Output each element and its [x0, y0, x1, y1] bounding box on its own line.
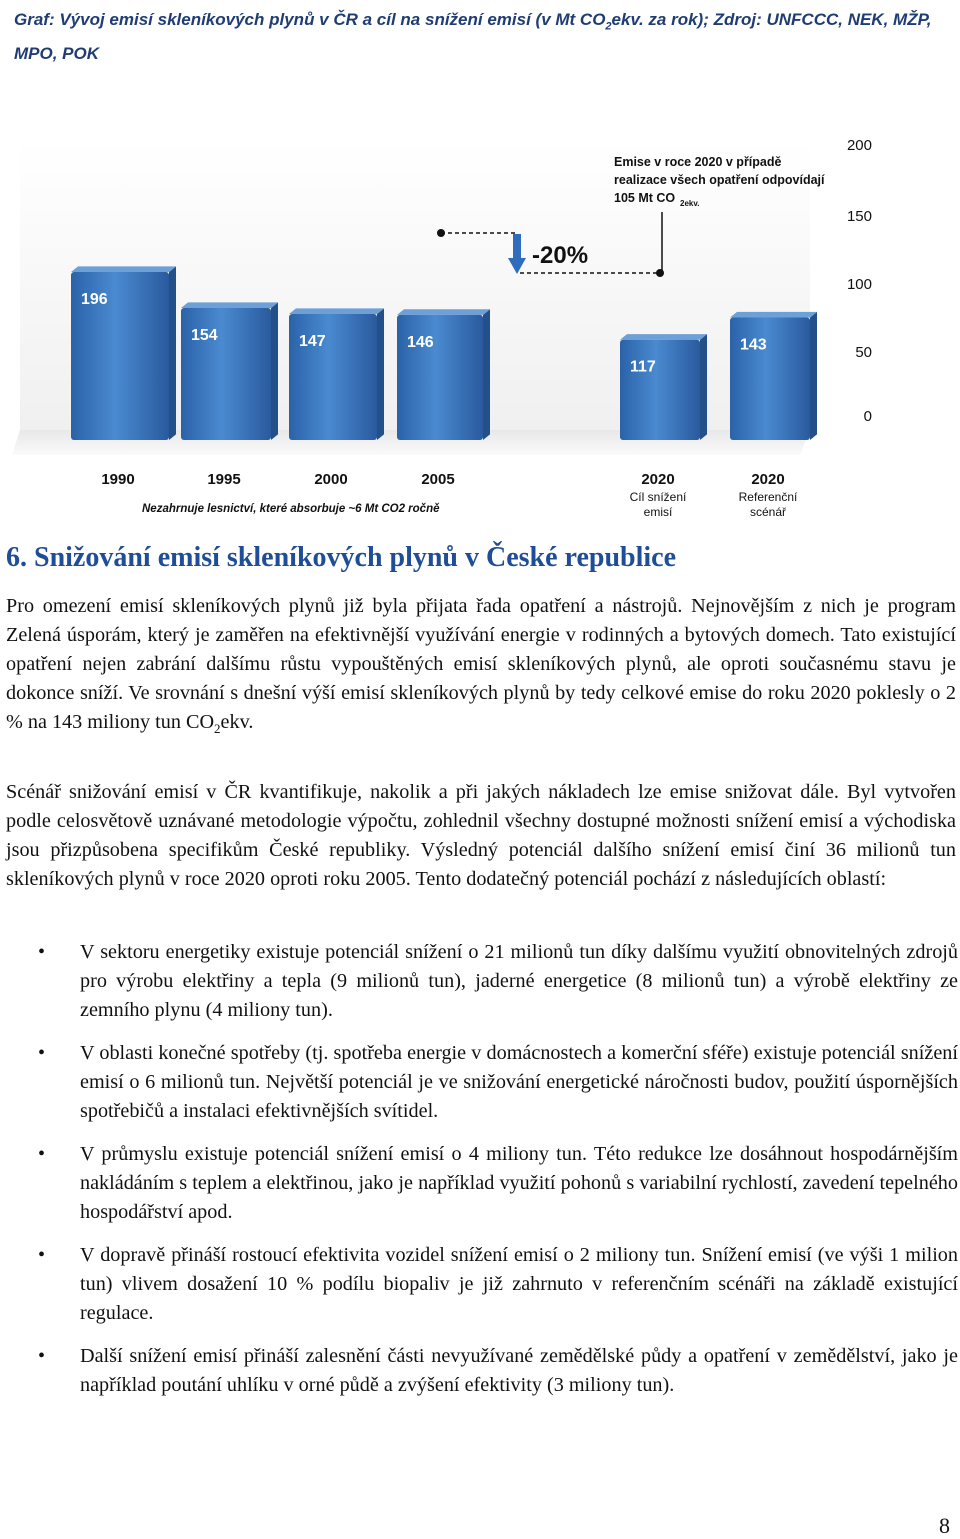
bar	[620, 340, 700, 440]
x-sublabel: Referenční	[738, 490, 798, 504]
y-tick-label: 100	[846, 276, 872, 293]
paragraph-2: Scénář snižování emisí v ČR kvantifikuje, nakolik a při jakých nákladech lze emise snižovat dále. Byl vytvořen podle celosvětově uznávané metodologie výpočtu, zohlednil všechny dostupné možnosti snížení emisí a východiska jsou přizpůsobena specifikům České republiky. Výsledný potenciál dalšího snížení emisí činí 36 milionů tun skleníkových plynů v roce 2020 oproti roku 2005. Tento dodatečný potenciál pochází z následujících oblastí:	[6, 781, 956, 890]
reduction-end-dot	[656, 269, 664, 277]
bar-top	[397, 309, 490, 315]
bar-side	[377, 308, 384, 440]
bar-value-label: 143	[740, 336, 767, 354]
bullet-icon: •	[38, 1042, 46, 1064]
bullet-icon: •	[38, 1244, 46, 1266]
section-heading: 6. Snižování emisí skleníkových plynů v České republice	[6, 542, 677, 573]
page-number: 8	[939, 1513, 950, 1538]
reduction-arrow-icon	[513, 234, 521, 260]
y-tick-label: 0	[863, 408, 872, 425]
chart-footnote: Nezahrnuje lesnictví, které absorbuje ~6 Mt CO2 ročně	[142, 503, 440, 515]
bullet-icon: •	[38, 1143, 46, 1165]
bar-value-label: 117	[630, 358, 656, 376]
bar-value-label: 146	[407, 333, 434, 351]
chart-title: Graf: Vývoj emisí skleníkových plynů v ČR a cíl na snížení emisí (v Mt $CO_2ekv$. za rok); Zdroj: UNFCCC, NEK, MŽP, MPO, POK	[14, 10, 932, 64]
paragraph-1: Pro omezení emisí skleníkových plynů již byla přijata řada opatření a nástrojů. Nejnovějším z nich je program Zelená úsporám, který je zaměřen na efektivnější využívání energie v rodinných a bytových domech. Tato existující opatření nejen zabrání dalšímu růstu vypouštěných emisí skleníkových plynů, ale oproti současnému stavu je dokonce sníží. Ve srovnání s dnešní výší emisí skleníkových plynů by tedy celkové emise do roku 2020 poklesly o 2 % na 143 miliony tun $CO_2ekv$.	[6, 595, 956, 737]
annotation-subscript: 2ekv.	[680, 199, 700, 208]
bar-top	[71, 266, 176, 272]
x-sublabel: emisí	[643, 505, 673, 519]
bar-top	[620, 334, 707, 340]
list-item: • V oblasti konečné spotřeby (tj. spotřeba energie v domácnostech a komerční sféře) existuje potenciál snížení emisí o 6 milionů tun. Největší potenciál je ve snižování energetické náročnosti budov, použití úspornějších spotřebičů a instalaci efektivnějších svítidel.	[0, 1039, 958, 1126]
x-tick-label: 1995	[207, 471, 241, 488]
annotation-line: Emise v roce 2020 v případě	[614, 155, 782, 169]
bar-value-label: 147	[299, 333, 326, 351]
x-tick-label: 2005	[421, 471, 455, 488]
bullet-icon: •	[38, 1345, 46, 1367]
bar-top	[181, 302, 278, 308]
annotation-line: realizace všech opatření odpovídají	[614, 173, 825, 187]
x-tick-label: 2020	[641, 471, 675, 488]
bar-side	[483, 309, 490, 440]
bar-value-label: 196	[81, 291, 108, 309]
list-item: • V sektoru energetiky existuje potenciál snížení o 21 milionů tun díky dalšímu využití obnovitelných zdrojů pro výrobu elektřiny a tepla (9 milionů tun), jaderné energetice (8 milionů tun) a výrobě elektřiny ze zemního plynu (4 miliony tun).	[0, 938, 958, 1025]
reduction-label: -20%	[532, 242, 589, 269]
bar-value-label: 154	[191, 327, 218, 345]
bullet-icon: •	[38, 941, 46, 963]
bar-top	[730, 312, 817, 318]
y-tick-label: 50	[855, 344, 872, 361]
x-tick-label: 1990	[101, 471, 135, 488]
y-tick-label: 200	[846, 137, 872, 154]
x-sublabel: Cíl snížení	[629, 490, 687, 504]
list-item: • Další snížení emisí přináší zalesnění části nevyužívané zemědělské půdy a opatření v zemědělství, jako je například poutání uhlíku v orné půdě a zvýšení efektivity (3 miliony tun).	[0, 1342, 958, 1400]
x-sublabel: scénář	[749, 505, 787, 519]
bar-side	[810, 312, 817, 440]
bar-side	[700, 334, 707, 440]
x-tick-label: 2020	[751, 471, 785, 488]
x-tick-label: 2000	[314, 471, 348, 488]
bar-side	[271, 302, 278, 440]
y-tick-label: 150	[846, 208, 872, 225]
emissions-bar-chart	[0, 0, 960, 530]
bar-top	[289, 308, 384, 314]
bullet-list	[0, 938, 958, 1414]
bar-side	[169, 266, 176, 440]
list-item: • V dopravě přináší rostoucí efektivita vozidel snížení emisí o 2 miliony tun. Snížení emisí (ve výši 1 milion tun) vlivem dosažení 10 % podílu biopaliv je již zahrnuto v referenčním scénáři na základě existující regulace.	[0, 1241, 958, 1328]
list-item: • V průmyslu existuje potenciál snížení emisí o 4 miliony tun. Této redukce lze dosáhnout hospodárnějším nakládáním s teplem a elektřinou, jako je například využití pohonů s variabilní rychlostí, zavedení tepelného hospodářství apod.	[0, 1140, 958, 1227]
annotation-line: 105 Mt CO	[614, 191, 676, 205]
